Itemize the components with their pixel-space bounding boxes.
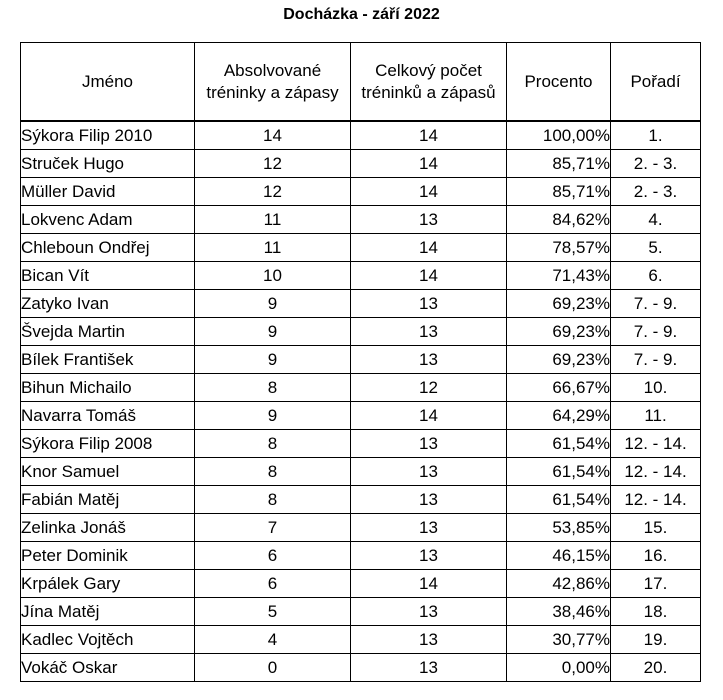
cell-total: 14 [351,178,507,206]
cell-name: Bihun Michailo [21,374,195,402]
cell-name: Fabián Matěj [21,486,195,514]
table-row [21,374,701,402]
cell-percent: 78,57% [507,234,611,262]
cell-percent: 61,54% [507,486,611,514]
cell-name: Krpálek Gary [21,570,195,598]
cell-percent: 85,71% [507,150,611,178]
cell-percent: 69,23% [507,290,611,318]
table-row [21,150,701,178]
cell-name: Sýkora Filip 2010 [21,121,195,150]
cell-name: Zatyko Ivan [21,290,195,318]
cell-percent: 85,71% [507,178,611,206]
cell-rank: 5. [611,234,701,262]
table-row [21,178,701,206]
cell-completed: 8 [195,458,351,486]
table-row [21,262,701,290]
column-header-total-line2: tréninků a zápasů [361,82,496,102]
cell-percent: 42,86% [507,570,611,598]
table-row [21,121,701,150]
cell-total: 13 [351,206,507,234]
table-row [21,290,701,318]
cell-name: Knor Samuel [21,458,195,486]
cell-completed: 12 [195,150,351,178]
cell-total: 12 [351,374,507,402]
cell-name: Bican Vít [21,262,195,290]
cell-total: 13 [351,346,507,374]
column-header-name [21,43,195,122]
attendance-table [20,42,701,682]
cell-rank: 1. [611,121,701,150]
cell-percent: 64,29% [507,402,611,430]
cell-completed: 10 [195,262,351,290]
cell-completed: 9 [195,290,351,318]
cell-total: 13 [351,542,507,570]
cell-name: Jína Matěj [21,598,195,626]
cell-completed: 11 [195,206,351,234]
cell-rank: 4. [611,206,701,234]
table-row [21,514,701,542]
cell-rank: 12. - 14. [611,430,701,458]
table-row [21,458,701,486]
column-header-completed-line1: Absolvované [223,60,322,80]
cell-percent: 53,85% [507,514,611,542]
cell-total: 14 [351,234,507,262]
cell-completed: 11 [195,234,351,262]
column-header-percent-label: Procento [524,71,593,91]
table-row [21,570,701,598]
cell-percent: 61,54% [507,430,611,458]
cell-percent: 66,67% [507,374,611,402]
cell-completed: 8 [195,430,351,458]
column-header-completed [195,43,351,122]
cell-total: 13 [351,430,507,458]
table-row [21,542,701,570]
column-header-total-line1: Celkový počet [375,60,482,80]
header-row [21,43,701,122]
cell-total: 14 [351,262,507,290]
cell-name: Chleboun Ondřej [21,234,195,262]
cell-name: Sýkora Filip 2008 [21,430,195,458]
page-title: Docházka - září 2022 [283,6,440,23]
cell-rank: 7. - 9. [611,346,701,374]
cell-name: Lokvenc Adam [21,206,195,234]
cell-total: 13 [351,458,507,486]
column-header-rank [611,43,701,122]
cell-percent: 71,43% [507,262,611,290]
cell-total: 13 [351,654,507,682]
cell-rank: 11. [611,402,701,430]
table-row [21,318,701,346]
cell-completed: 7 [195,514,351,542]
cell-rank: 18. [611,598,701,626]
cell-name: Struček Hugo [21,150,195,178]
cell-name: Zelinka Jonáš [21,514,195,542]
cell-completed: 4 [195,626,351,654]
table-body [21,121,701,682]
cell-rank: 15. [611,514,701,542]
table-row [21,626,701,654]
cell-total: 14 [351,570,507,598]
cell-percent: 61,54% [507,458,611,486]
cell-total: 13 [351,486,507,514]
cell-total: 14 [351,121,507,150]
cell-percent: 100,00% [507,121,611,150]
column-header-completed-line2: tréninky a zápasy [206,82,339,102]
cell-name: Bílek František [21,346,195,374]
cell-name: Švejda Martin [21,318,195,346]
cell-rank: 10. [611,374,701,402]
table-row [21,206,701,234]
cell-total: 13 [351,290,507,318]
cell-rank: 2. - 3. [611,178,701,206]
cell-completed: 12 [195,178,351,206]
cell-completed: 9 [195,318,351,346]
cell-rank: 16. [611,542,701,570]
cell-percent: 0,00% [507,654,611,682]
cell-total: 14 [351,150,507,178]
cell-completed: 14 [195,121,351,150]
table-row [21,654,701,682]
cell-percent: 30,77% [507,626,611,654]
cell-completed: 5 [195,598,351,626]
cell-completed: 6 [195,542,351,570]
table-header [21,43,701,122]
cell-name: Müller David [21,178,195,206]
cell-total: 14 [351,402,507,430]
cell-percent: 69,23% [507,346,611,374]
cell-rank: 7. - 9. [611,318,701,346]
table-row [21,234,701,262]
cell-total: 13 [351,626,507,654]
cell-name: Peter Dominik [21,542,195,570]
cell-completed: 0 [195,654,351,682]
cell-percent: 38,46% [507,598,611,626]
cell-completed: 8 [195,486,351,514]
cell-percent: 69,23% [507,318,611,346]
cell-percent: 84,62% [507,206,611,234]
table-row [21,346,701,374]
column-header-name-label: Jméno [81,71,134,91]
cell-total: 13 [351,514,507,542]
cell-completed: 6 [195,570,351,598]
cell-rank: 7. - 9. [611,290,701,318]
table-row [21,430,701,458]
cell-rank: 17. [611,570,701,598]
cell-rank: 12. - 14. [611,458,701,486]
cell-percent: 46,15% [507,542,611,570]
cell-total: 13 [351,318,507,346]
table-row [21,598,701,626]
cell-rank: 12. - 14. [611,486,701,514]
cell-name: Vokáč Oskar [21,654,195,682]
cell-completed: 8 [195,374,351,402]
table-row [21,486,701,514]
cell-rank: 20. [611,654,701,682]
column-header-total [351,43,507,122]
cell-name: Kadlec Vojtěch [21,626,195,654]
cell-rank: 2. - 3. [611,150,701,178]
cell-completed: 9 [195,346,351,374]
table-row [21,402,701,430]
column-header-rank-label: Pořadí [630,71,681,91]
cell-rank: 6. [611,262,701,290]
cell-name: Navarra Tomáš [21,402,195,430]
column-header-percent [507,43,611,122]
cell-total: 13 [351,598,507,626]
cell-rank: 19. [611,626,701,654]
cell-completed: 9 [195,402,351,430]
